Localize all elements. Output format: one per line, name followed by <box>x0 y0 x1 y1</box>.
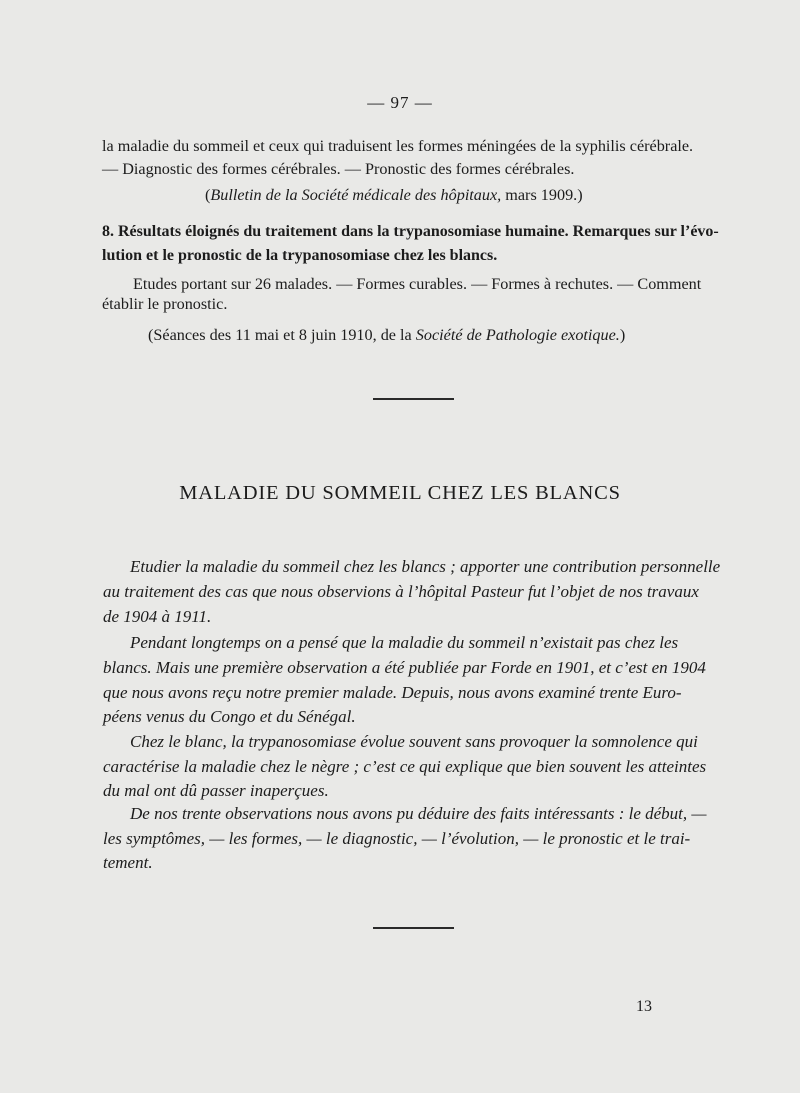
separator-rule <box>373 398 454 400</box>
paragraph-line: Chez le blanc, la trypanosomiase évolue souvent sans provoquer la somnolence qui <box>130 732 698 751</box>
citation-paren: ( <box>205 186 211 204</box>
separator-rule <box>373 927 454 929</box>
citation-text: (Séances des 11 mai et 8 juin 1910, de la <box>148 326 416 344</box>
paragraph-line: péens venus du Congo et du Sénégal. <box>103 707 356 726</box>
item-title-continued: lution et le pronostic de la trypanosomiase chez les blancs. <box>102 247 498 264</box>
section-title: MALADIE DU SOMMEIL CHEZ LES BLANCS <box>179 482 621 504</box>
citation-journal: Société de Pathologie exotique. <box>415 326 620 344</box>
paragraph-line: au traitement des cas que nous observions à l’hôpital Pasteur fut l’objet de nos travaux <box>103 582 699 601</box>
citation <box>148 325 625 345</box>
text-line: — Diagnostic des formes cérébrales. — Pronostic des formes cérébrales. <box>102 160 575 178</box>
signature-mark: 13 <box>636 998 652 1015</box>
paragraph-line: Etudier la maladie du sommeil chez les blancs ; apporter une contribution personnelle <box>130 557 721 576</box>
citation <box>205 185 583 205</box>
text-line: Etudes portant sur 26 malades. — Formes curables. — Formes à rechutes. — Comment <box>133 275 702 293</box>
paragraph-line: blancs. Mais une première observation a été publiée par Forde en 1901, et c’est en 1904 <box>103 658 706 677</box>
paragraph-line: que nous avons reçu notre premier malade. Depuis, nous avons examiné trente Euro- <box>103 683 682 702</box>
paragraph-line: caractérise la maladie chez le nègre ; c’est ce qui explique que bien souvent les atteintes <box>103 757 707 776</box>
paragraph-line: les symptômes, — les formes, — le diagnostic, — l’évolution, — le pronostic et le trai- <box>103 829 691 848</box>
citation-date: mars 1909.) <box>501 186 583 204</box>
text-line: établir le pronostic. <box>102 295 228 313</box>
paragraph-line: Pendant longtemps on a pensé que la maladie du sommeil n’existait pas chez les <box>130 633 679 652</box>
paragraph-line: tement. <box>103 853 153 872</box>
page-number: — 97 — <box>367 93 433 112</box>
item-title: Résultats éloignés du traitement dans la trypanosomiase humaine. Remarques sur l’évo- <box>118 223 719 240</box>
paragraph-line: de 1904 à 1911. <box>103 607 212 626</box>
text-line: la maladie du sommeil et ceux qui traduisent les formes méningées de la syphilis cérébrale. <box>102 137 694 155</box>
citation-journal: Bulletin de la Société médicale des hôpitaux, <box>210 186 502 204</box>
paragraph-line: du mal ont dû passer inaperçues. <box>103 781 329 800</box>
item-number: 8. <box>102 223 114 240</box>
item-heading <box>102 222 719 242</box>
paragraph-line: De nos trente observations nous avons pu déduire des faits intéressants : le début, — <box>130 804 707 823</box>
citation-text: ) <box>619 326 626 344</box>
